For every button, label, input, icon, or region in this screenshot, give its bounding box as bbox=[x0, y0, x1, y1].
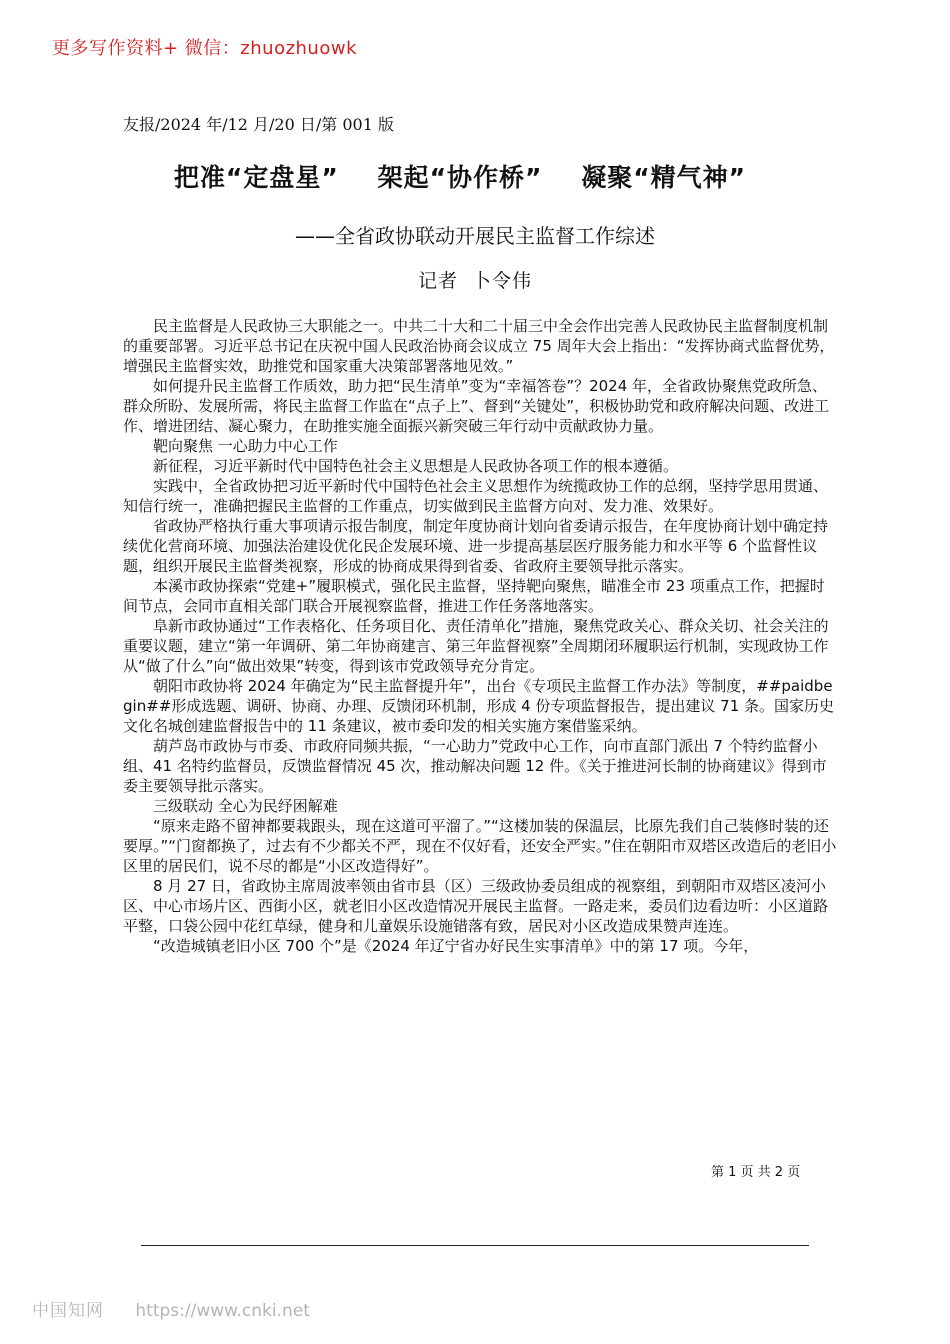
byline: 记者 卜令伟 bbox=[417, 270, 533, 292]
paragraph: 8 月 27 日，省政协主席周波率领由省市县（区）三级政协委员组成的视察组，到朝阳市双塔区凌河小区、中心市场片区、西街小区，就老旧小区改造情况开展民主监督。一路走来，委员们边看边听：小区道路平整，口袋公园中花红草绿，健身和儿童娱乐设施错落有致，居民对小区改造成果赞声连连。 bbox=[123, 877, 829, 935]
watermark-logo: 中国知网 bbox=[32, 1301, 104, 1321]
top-banner: 更多写作资料+ 微信：zhuozhuowk bbox=[52, 38, 358, 59]
paragraph: 本溪市政协探索“党建+”履职模式，强化民主监督，坚持靶向聚焦，瞄准全市 23 项重点工作，把握时间节点，会同市直相关部门联合开展视察监督，推进工作任务落地落实。 bbox=[123, 577, 825, 615]
article-body bbox=[123, 316, 837, 956]
paragraph: 新征程，习近平新时代中国特色社会主义思想是人民政协各项工作的根本遵循。 bbox=[153, 457, 679, 475]
paragraph: 如何提升民主监督工作质效，助力把“民生清单”变为“幸福答卷”？2024 年，全省政协聚焦党政所急、群众所盼、发展所需，将民主监督工作监在“点子上”、督到“关键处”，积极协助党和政府解决问题、改进工作、增进团结、凝心聚力，在助推实施全面振兴新突破三年行动中贡献政协力量。 bbox=[123, 377, 830, 435]
section-heading: 三级联动 全心为民纾困解难 bbox=[153, 797, 338, 815]
page-number: 第 1 页 共 2 页 bbox=[711, 1165, 801, 1180]
dateline: 友报/2024 年/12 月/20 日/第 001 版 bbox=[123, 115, 394, 134]
paragraph: 实践中，全省政协把习近平新时代中国特色社会主义思想作为统揽政协工作的总纲，坚持学思用贯通、知信行统一，准确把握民主监督的工作重点，切实做到民主监督方向对、发力准、效果好。 bbox=[123, 477, 829, 515]
paragraph: 朝阳市政协将 2024 年确定为“民主监督提升年”，出台《专项民主监督工作办法》等制度，##paidbegin##形成选题、调研、协商、办理、反馈闭环机制，形成 4 份专项监督报告，提出建议 71 条。国家历史文化名城创建监督报告中的 11 条建议，被市委印发的相关实施方案借鉴采纳。 bbox=[123, 677, 835, 735]
cnki-watermark bbox=[32, 1296, 310, 1321]
paragraph: “原来走路不留神都要栽跟头，现在这道可平溜了。”“这楼加装的保温层，比原先我们自己装修时装的还要厚。”“门窗都换了，过去有不少都关不严，现在不仅好看，还安全严实。”住在朝阳市双塔区改造后的老旧小区里的居民们，说不尽的都是“小区改造得好”。 bbox=[123, 817, 837, 875]
footer-divider bbox=[141, 1245, 809, 1246]
paragraph: 民主监督是人民政协三大职能之一。中共二十大和二十届三中全会作出完善人民政协民主监督制度机制的重要部署。习近平总书记在庆祝中国人民政治协商会议成立 75 周年大会上指出：“发挥协商式监督优势，增强民主监督实效，助推党和国家重大决策部署落地见效。” bbox=[123, 317, 835, 375]
paragraph: 省政协严格执行重大事项请示报告制度，制定年度协商计划向省委请示报告，在年度协商计划中确定持续优化营商环境、加强法治建设优化民企发展环境、进一步提高基层医疗服务能力和水平等 6 个监督性议题，组织开展民主监督类视察，形成的协商成果得到省委、省政府主要领导批示落实。 bbox=[123, 517, 829, 575]
section-heading: 靶向聚焦 一心助力中心工作 bbox=[153, 437, 338, 455]
article-title: 把准“定盘星” 架起“协作桥” 凝聚“精气神” bbox=[173, 163, 747, 192]
paragraph: 葫芦岛市政协与市委、市政府同频共振，“一心助力”党政中心工作，向市直部门派出 7 个特约监督小组、41 名特约监督员，反馈监督情况 45 次，推动解决问题 12 件。《关于推进河长制的协商建议》得到市委主要领导批示落实。 bbox=[123, 737, 827, 795]
watermark-url: https://www.cnki.net bbox=[135, 1301, 310, 1321]
paragraph: “改造城镇老旧小区 700 个”是《2024 年辽宁省办好民生实事清单》中的第 17 项。今年， bbox=[153, 937, 759, 955]
paragraph: 阜新市政协通过“工作表格化、任务项目化、责任清单化”措施，聚焦党政关心、群众关切、社会关注的重要议题，建立“第一年调研、第二年协商建言、第三年监督视察”全周期闭环履职运行机制，实现政协工作从“做了什么”向“做出效果”转变，得到该市党政领导充分肯定。 bbox=[123, 617, 829, 675]
article-subtitle: ——全省政协联动开展民主监督工作综述 bbox=[295, 224, 655, 248]
